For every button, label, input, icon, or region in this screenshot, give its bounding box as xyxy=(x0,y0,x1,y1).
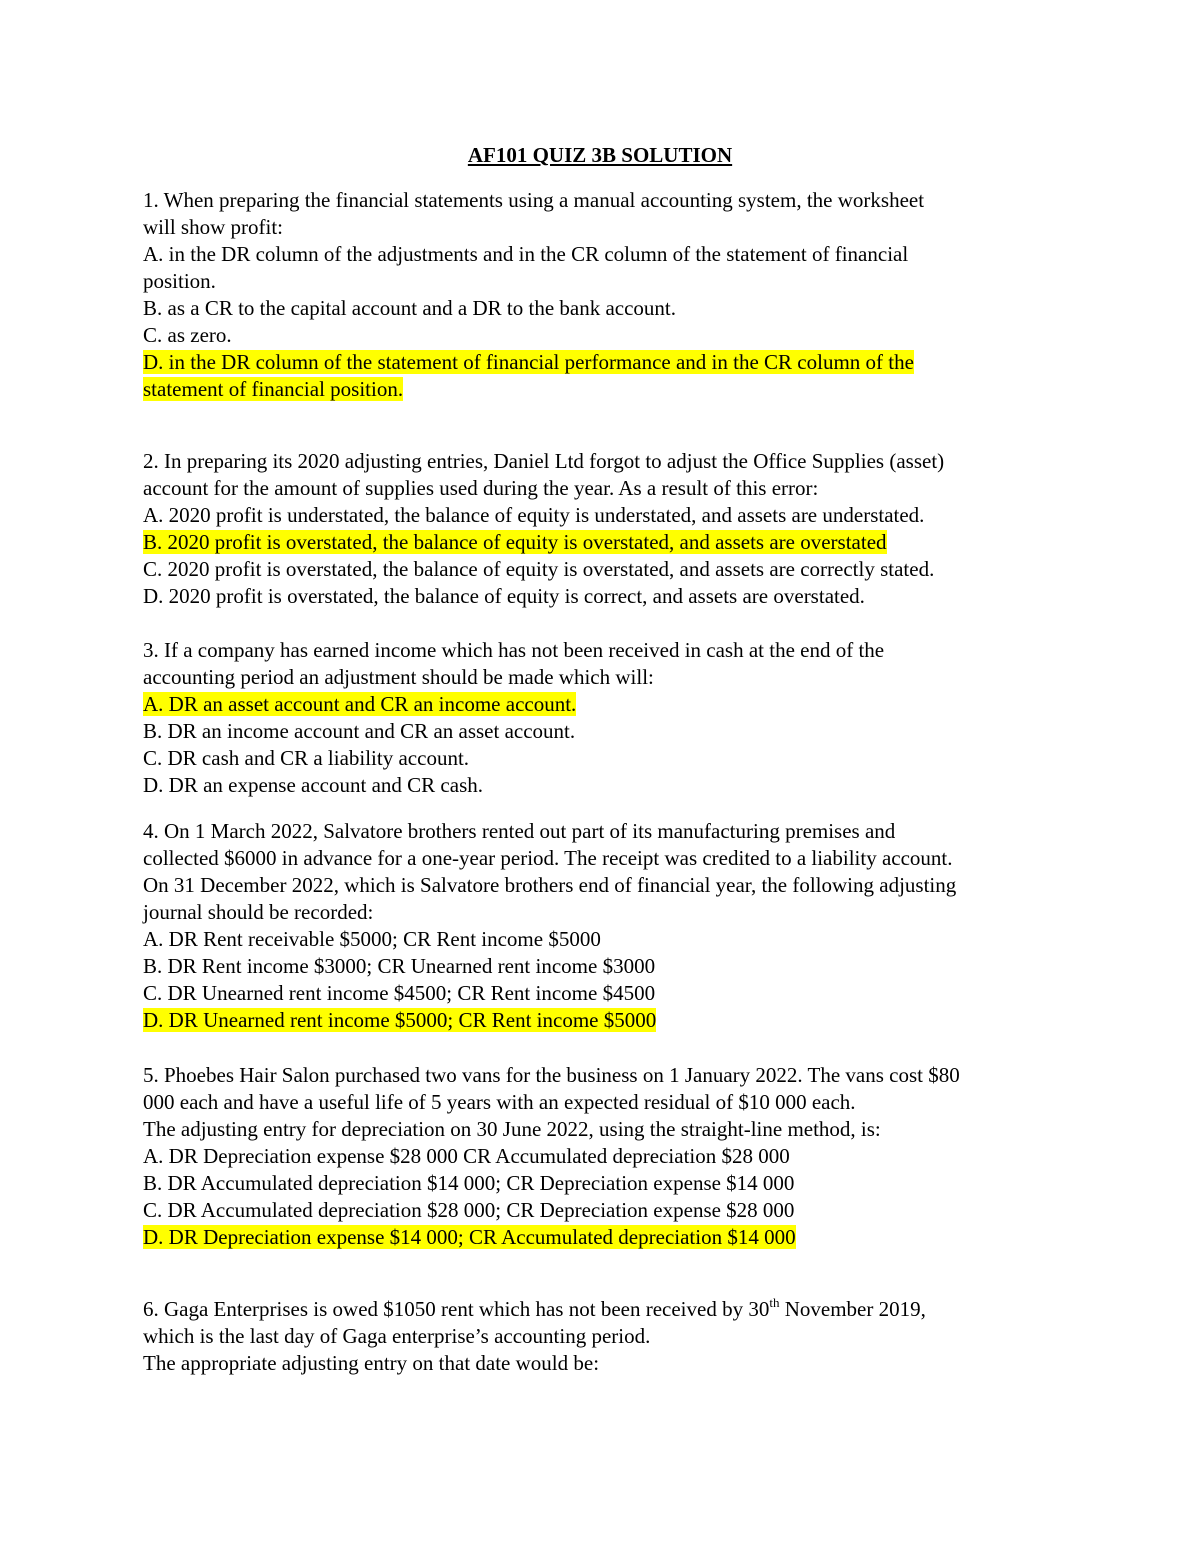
q4-option-c: C. DR Unearned rent income $4500; CR Rent income $4500 xyxy=(143,981,656,1005)
q2-stem-line-1: 2. In preparing its 2020 adjusting entries, Daniel Ltd forgot to adjust the Office Supplies (asset) xyxy=(143,449,945,473)
q5-option-b: B. DR Accumulated depreciation $14 000; CR Depreciation expense $14 000 xyxy=(143,1171,795,1195)
q2-option-d: D. 2020 profit is overstated, the balance of equity is correct, and assets are overstated. xyxy=(143,584,865,608)
q5-option-c: C. DR Accumulated depreciation $28 000; CR Depreciation expense $28 000 xyxy=(143,1198,795,1222)
q3-stem-line-1: 3. If a company has earned income which has not been received in cash at the end of the xyxy=(143,638,885,662)
q6-stem-line-3: The appropriate adjusting entry on that date would be: xyxy=(143,1351,600,1375)
q5-option-d-highlighted: D. DR Depreciation expense $14 000; CR Accumulated depreciation $14 000 xyxy=(143,1225,796,1249)
q6-ordinal-superscript: th xyxy=(769,1295,780,1310)
q1-stem-line-2: will show profit: xyxy=(143,215,283,239)
q1-stem-line-1: 1. When preparing the financial statements using a manual accounting system, the worksheet xyxy=(143,188,925,212)
q6-stem-line-2: which is the last day of Gaga enterprise’s accounting period. xyxy=(143,1324,651,1348)
q5-stem-line-2: 000 each and have a useful life of 5 years with an expected residual of $10 000 each. xyxy=(143,1090,856,1114)
q4-stem-line-3: On 31 December 2022, which is Salvatore brothers end of financial year, the following adjusting xyxy=(143,873,957,897)
q2-option-c: C. 2020 profit is overstated, the balance of equity is overstated, and assets are correctly stated. xyxy=(143,557,935,581)
q6-stem-line-1 xyxy=(143,1296,926,1323)
q4-stem-line-2: collected $6000 in advance for a one-year period. The receipt was credited to a liability account. xyxy=(143,846,953,870)
q3-stem-line-2: accounting period an adjustment should be made which will: xyxy=(143,665,654,689)
q5-stem-line-1: 5. Phoebes Hair Salon purchased two vans for the business on 1 January 2022. The vans cost $80 xyxy=(143,1063,960,1087)
q4-option-b: B. DR Rent income $3000; CR Unearned rent income $3000 xyxy=(143,954,656,978)
q1-option-d-line-1-highlighted: D. in the DR column of the statement of financial performance and in the CR column of the xyxy=(143,350,914,374)
q4-option-a: A. DR Rent receivable $5000; CR Rent income $5000 xyxy=(143,927,601,951)
q1-option-c: C. as zero. xyxy=(143,323,232,347)
q6-stem-line-1-start: 6. Gaga Enterprises is owed $1050 rent which has not been received by 30 xyxy=(143,1297,770,1321)
page-title: AF101 QUIZ 3B SOLUTION xyxy=(467,143,733,167)
q3-option-d: D. DR an expense account and CR cash. xyxy=(143,773,483,797)
q1-option-a-line-1: A. in the DR column of the adjustments and in the CR column of the statement of financial xyxy=(143,242,909,266)
q6-stem-line-1-end: November 2019, xyxy=(779,1297,926,1321)
q5-option-a: A. DR Depreciation expense $28 000 CR Accumulated depreciation $28 000 xyxy=(143,1144,790,1168)
q4-stem-line-1: 4. On 1 March 2022, Salvatore brothers rented out part of its manufacturing premises and xyxy=(143,819,896,843)
q2-stem-line-2: account for the amount of supplies used during the year. As a result of this error: xyxy=(143,476,819,500)
q1-option-b: B. as a CR to the capital account and a DR to the bank account. xyxy=(143,296,677,320)
q3-option-b: B. DR an income account and CR an asset account. xyxy=(143,719,576,743)
q4-option-d-highlighted: D. DR Unearned rent income $5000; CR Rent income $5000 xyxy=(143,1008,657,1032)
q3-option-c: C. DR cash and CR a liability account. xyxy=(143,746,470,770)
q5-stem-line-3: The adjusting entry for depreciation on 30 June 2022, using the straight-line method, is: xyxy=(143,1117,881,1141)
q1-option-d-line-2-highlighted: statement of financial position. xyxy=(143,377,404,401)
q3-option-a-highlighted: A. DR an asset account and CR an income account. xyxy=(143,692,577,716)
q1-option-a-line-2: position. xyxy=(143,269,216,293)
q4-stem-line-4: journal should be recorded: xyxy=(143,900,374,924)
q2-option-a: A. 2020 profit is understated, the balance of equity is understated, and assets are understated. xyxy=(143,503,925,527)
q2-option-b-highlighted: B. 2020 profit is overstated, the balance of equity is overstated, and assets are overstated xyxy=(143,530,887,554)
